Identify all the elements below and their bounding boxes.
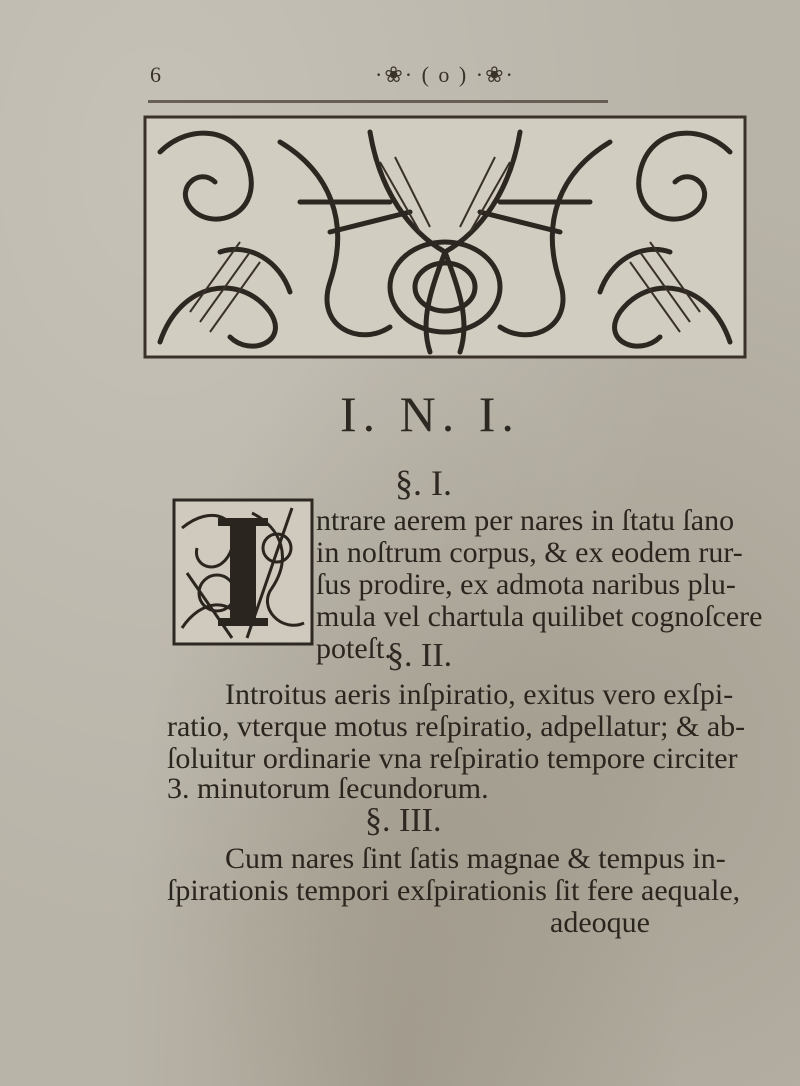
running-head [150, 62, 570, 92]
header-rule [148, 100, 608, 103]
catchword: adeoque [550, 906, 650, 939]
section-heading-2: §. II. [387, 637, 453, 674]
page-title: I. N. I. [340, 386, 520, 442]
text-line: ratio, vterque motus reſpiratio, adpellatur; & ab- [167, 710, 746, 743]
text-line: ſus prodire, ex admota naribus plu- [316, 568, 736, 601]
section-heading-1: §. I. [395, 463, 452, 503]
text-line: mula vel chartula quilibet cognoſcere [316, 600, 763, 633]
page-number: 6 [150, 62, 161, 87]
floral-headpiece-icon [130, 112, 760, 362]
text-line: ſpirationis tempori exſpirationis ſit fere aequale, [167, 874, 741, 907]
text-line: ſoluitur ordinarie vna reſpiratio tempore circiter [167, 742, 738, 775]
text-line: Introitus aeris inſpiratio, exitus vero exſpi- [225, 678, 734, 711]
text-line: poteſt. [316, 632, 392, 665]
running-head-ornament: ·❀· ( o ) ·❀· [375, 62, 515, 87]
text-line: ntrare aerem per nares in ſtatu ſano [316, 504, 735, 537]
text-line: Cum nares ſint ſatis magnae & tempus in- [225, 842, 726, 875]
text-line: in noſtrum corpus, & ex eodem rur- [316, 536, 743, 569]
ornamental-initial-icon [172, 498, 314, 646]
section-heading-3: §. III. [365, 802, 442, 839]
text-line: 3. minutorum ſecundorum. [167, 772, 489, 805]
